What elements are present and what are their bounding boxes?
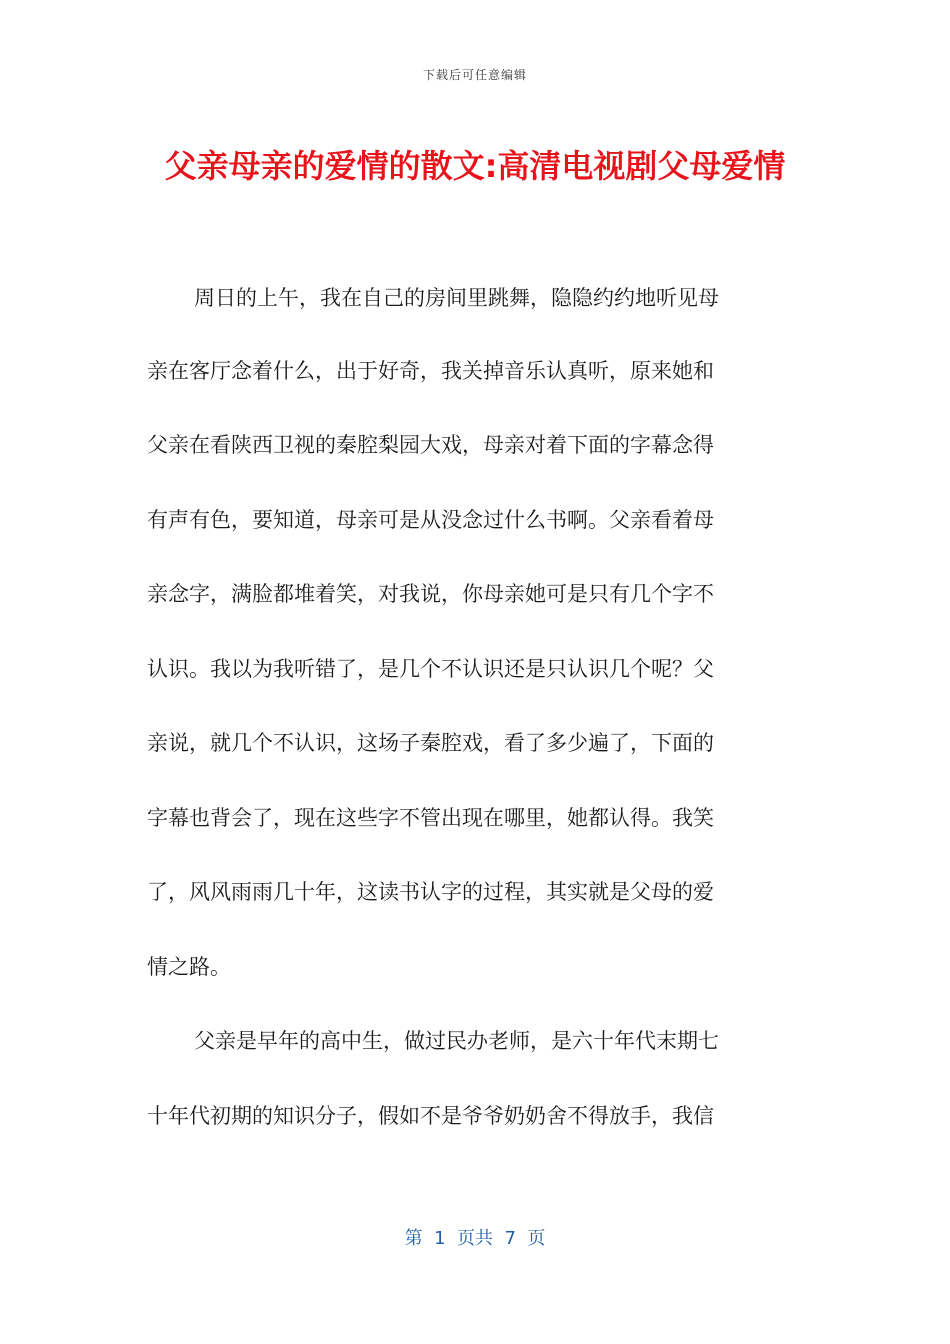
- paragraph-1-line-6: 认识。我以为我听错了，是几个不认识还是只认识几个呢？父: [147, 657, 714, 681]
- paragraph-1-line-5: 亲念字，满脸都堆着笑，对我说，你母亲她可是只有几个字不: [147, 582, 714, 606]
- paragraph-1-line-1: 周日的上午，我在自己的房间里跳舞，隐隐约约地听见母: [194, 286, 719, 310]
- paragraph-1-line-10: 情之路。: [147, 955, 231, 979]
- paragraph-1-line-3: 父亲在看陕西卫视的秦腔梨园大戏，母亲对着下面的字幕念得: [147, 433, 714, 457]
- paragraph-1-line-8: 字幕也背会了，现在这些字不管出现在哪里，她都认得。我笑: [147, 806, 714, 830]
- paragraph-1-line-2: 亲在客厅念着什么，出于好奇，我关掉音乐认真听，原来她和: [147, 359, 714, 383]
- paragraph-2-line-2: 十年代初期的知识分子，假如不是爷爷奶奶舍不得放手，我信: [147, 1104, 714, 1128]
- header-note: 下载后可任意编辑: [422, 68, 527, 82]
- document-title: 父亲母亲的爱情的散文:高清电视剧父母爱情: [164, 147, 786, 185]
- paragraph-1-line-9: 了，风风雨雨几十年，这读书认字的过程，其实就是父母的爱: [147, 880, 714, 904]
- page-footer: 第 1 页共 7 页: [404, 1228, 546, 1249]
- paragraph-2-line-1: 父亲是早年的高中生，做过民办老师，是六十年代末期七: [194, 1029, 719, 1053]
- paragraph-1-line-4: 有声有色，要知道，母亲可是从没念过什么书啊。父亲看着母: [147, 508, 714, 532]
- paragraph-1-line-7: 亲说，就几个不认识，这场子秦腔戏，看了多少遍了，下面的: [147, 731, 714, 755]
